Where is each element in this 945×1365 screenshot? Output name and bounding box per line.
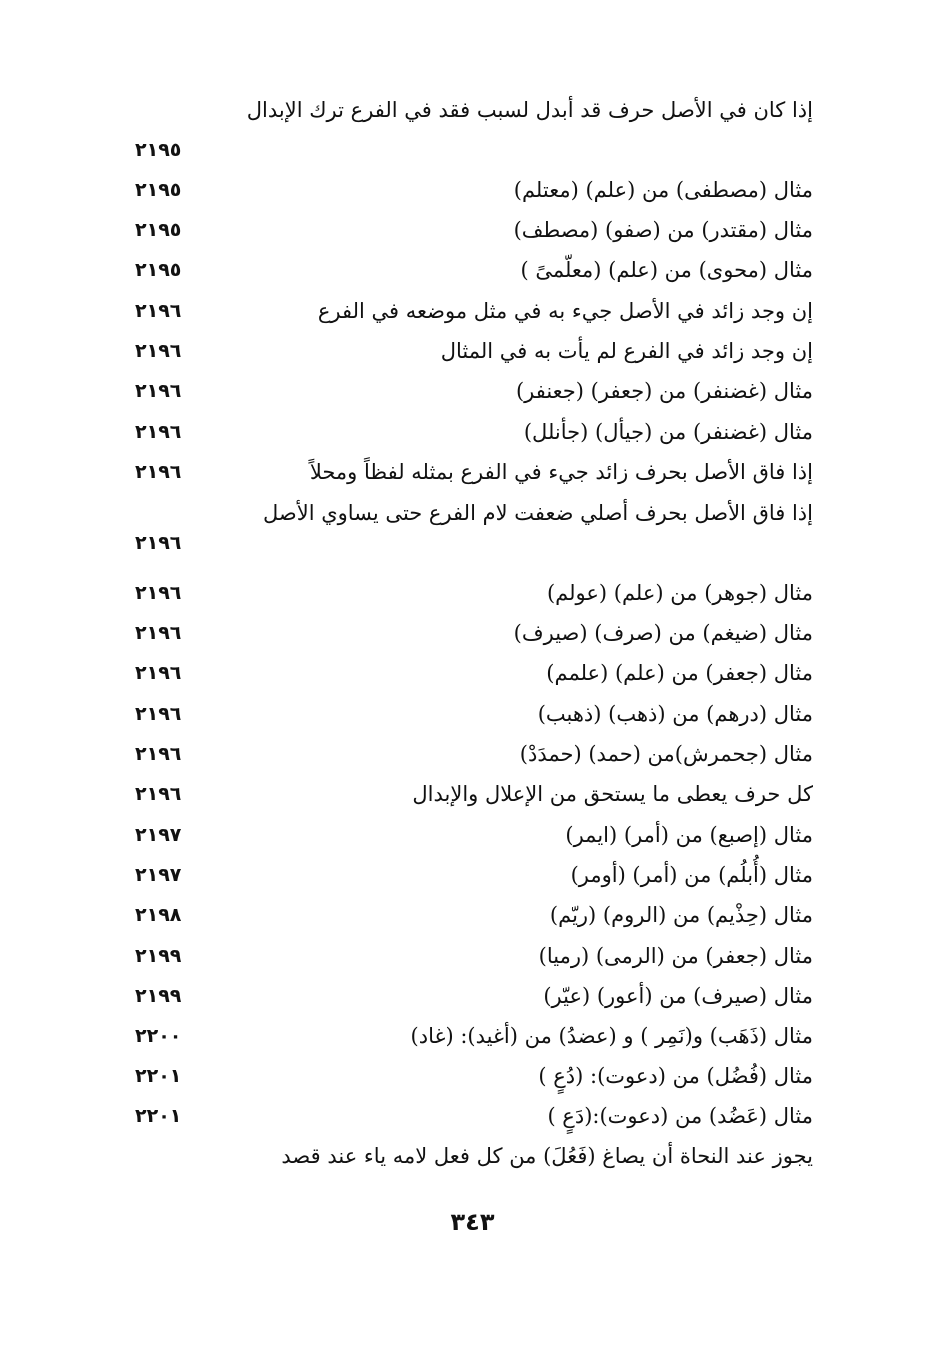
entry-text: إذا كان في الأصل حرف قد أبدل لسبب فقد في الفرع ترك الإبدال [246, 98, 813, 122]
entry-text: مثال (ذَهَب) و(نَمِر ) و (عضدُ) من (أغيد): (غاد) [410, 1024, 813, 1048]
entry-text: إن وجد زائد في الفرع لم يأت به في المثال [440, 339, 813, 363]
entry-text: مثال (مقتدر) من (صفو) (مصطف) [513, 218, 813, 242]
entry-text: مثال (جعفر) من (علم) (علمم) [546, 661, 813, 685]
entry-page-ref: ٢١٩٦ [135, 703, 182, 725]
entry-page-ref: ٢١٩٦ [135, 300, 182, 322]
entry-page-ref: ٢١٩٦ [135, 461, 182, 483]
entry-page-ref: ٢١٩٩ [135, 945, 182, 967]
entry-page-ref: ٢١٩٦ [135, 743, 182, 765]
entry-page-ref: ٢١٩٦ [135, 340, 182, 362]
entry-text: إذا فاق الأصل بحرف زائد جيء في الفرع بمثله لفظاً ومحلاً [309, 460, 813, 484]
entry-text: إن وجد زائد في الأصل جيء به في مثل موضعه في الفرع [317, 299, 813, 323]
entry-page-ref: ٢١٩٥ [135, 179, 182, 201]
entry-page-ref: ٢١٩٦ [135, 532, 182, 554]
entry-page-ref: ٢١٩٨ [135, 904, 182, 926]
entry-text: مثال (درهم) من (ذهب) (ذهبب) [537, 702, 813, 726]
entry-page-ref: ٢١٩٦ [135, 783, 182, 805]
entry-page-ref: ٢١٩٦ [135, 662, 182, 684]
entry-text: مثال (حِذْيم) من (الروم) (ريّم) [549, 903, 813, 927]
entry-text: مثال (جوهر) من (علم) (عولم) [546, 581, 813, 605]
entry-text: مثال (إصبع) من (أمر) (ايمر) [565, 823, 813, 847]
entry-page-ref: ٢٢٠٠ [135, 1025, 182, 1047]
entry-page-ref: ٢١٩٦ [135, 380, 182, 402]
entry-text: مثال (عَضُد) من (دعوت):(دَعٍ ) [547, 1104, 813, 1128]
entry-text: مثال (ضيغم) من (صرف) (صيرف) [513, 621, 813, 645]
entry-page-ref: ٢١٩٩ [135, 985, 182, 1007]
entry-text: مثال (غضنفر) من (جيأل) (جأنلل) [523, 420, 813, 444]
entry-page-ref: ٢١٩٧ [135, 824, 182, 846]
entry-page-ref: ٢١٩٦ [135, 622, 182, 644]
entry-text: مثال (صيرف) من (أعور) (عيّر) [543, 984, 813, 1008]
entry-text: مثال (فُضُل) من (دعوت): (دُعٍ ) [538, 1064, 813, 1088]
entry-page-ref: ٢١٩٧ [135, 864, 182, 886]
entry-text: كل حرف يعطى ما يستحق من الإعلال والإبدال [412, 782, 813, 806]
entry-page-ref: ٢٢٠١ [135, 1105, 182, 1127]
entry-text: مثال (محوى) من (علم) (معلّمىً ) [520, 258, 813, 282]
entry-text: يجوز عند النحاة أن يصاغ (فَعُلَ) من كل فعل لامه ياء عند قصد [281, 1144, 813, 1168]
entry-text: مثال (أُبلُم) من (أمر) (أومر) [570, 863, 813, 887]
entry-page-ref: ٢١٩٥ [135, 139, 182, 161]
entry-page-ref: ٢١٩٥ [135, 259, 182, 281]
entry-page-ref: ٢١٩٦ [135, 421, 182, 443]
page-number: ٣٤٣ [450, 1208, 495, 1236]
entry-page-ref: ٢١٩٦ [135, 582, 182, 604]
entry-text: مثال (غضنفر) من (جعفر) (جعنفر) [515, 379, 813, 403]
entry-text: مثال (جحمرش)من (حمد) (حمدَدْ) [519, 742, 813, 766]
entry-text: إذا فاق الأصل بحرف أصلي ضعفت لام الفرع حتى يساوي الأصل [262, 501, 813, 525]
entry-page-ref: ٢٢٠١ [135, 1065, 182, 1087]
entry-text: مثال (مصطفى) من (علم) (معتلم) [513, 178, 813, 202]
entry-text: مثال (جعفر) من (الرمى) (رميا) [538, 944, 813, 968]
entry-page-ref: ٢١٩٥ [135, 219, 182, 241]
